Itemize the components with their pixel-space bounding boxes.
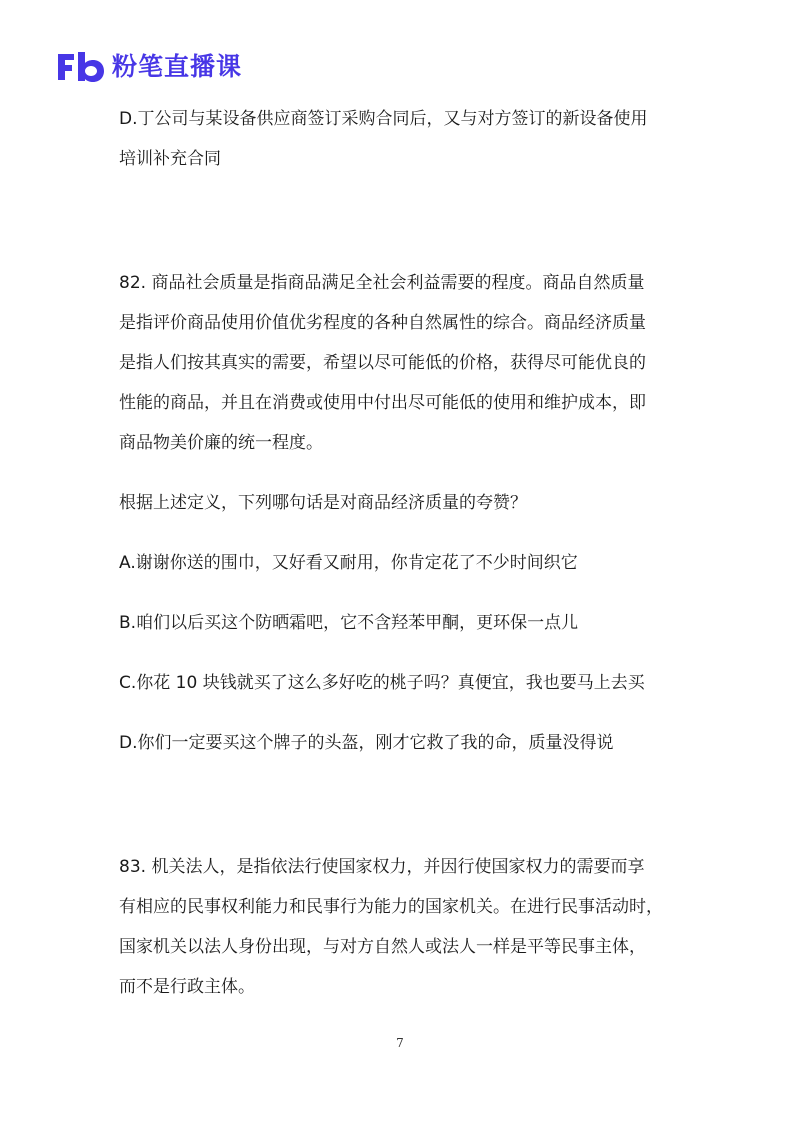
paragraph-gap	[119, 463, 709, 483]
q83-stem-line-2: 有相应的民事权利能力和民事行为能力的国家机关。在进行民事活动时，	[119, 897, 663, 917]
q83-stem-line-1: 83. 机关法人，是指依法行使国家权力，并因行使国家权力的需要而享	[119, 857, 645, 877]
paragraph-gap	[119, 703, 709, 723]
paragraph-gap	[119, 583, 709, 603]
page-number: 7	[396, 1036, 404, 1050]
question-81-tail	[119, 99, 709, 179]
q82-option-d: D.你们一定要买这个牌子的头盔，刚才它救了我的命，质量没得说	[119, 733, 614, 753]
paragraph-gap	[119, 643, 709, 663]
q82-stem-line-4: 性能的商品，并且在消费或使用中付出尽可能低的使用和维护成本，即	[119, 393, 646, 413]
q82-stem-line-3: 是指人们按其真实的需要，希望以尽可能低的价格，获得尽可能优良的	[119, 353, 646, 373]
q82-stem-line-2: 是指评价商品使用价值优劣程度的各种自然属性的综合。商品经济质量	[119, 313, 646, 333]
section-gap	[119, 763, 709, 847]
q82-option-c: C.你花 10 块钱就买了这么多好吃的桃子吗？真便宜，我也要马上去买	[119, 673, 645, 693]
question-83	[119, 847, 709, 1007]
page-header	[56, 50, 242, 84]
section-gap	[119, 179, 709, 263]
q83-stem-line-3: 国家机关以法人身份出现，与对方自然人或法人一样是平等民事主体，	[119, 937, 646, 957]
q82-option-a: A.谢谢你送的围巾，又好看又耐用，你肯定花了不少时间织它	[119, 553, 578, 573]
q82-question: 根据上述定义，下列哪句话是对商品经济质量的夸赞？	[119, 493, 527, 513]
fb-logo-icon	[56, 50, 108, 84]
paragraph-gap	[119, 523, 709, 543]
logo-text: 粉笔直播课	[112, 52, 243, 81]
q81-option-d-line-2: 培训补充合同	[119, 149, 221, 169]
q83-stem-line-4: 而不是行政主体。	[119, 977, 255, 997]
q82-option-b: B.咱们以后买这个防晒霜吧，它不含羟苯甲酮，更环保一点儿	[119, 613, 579, 633]
q82-stem-line-1: 82. 商品社会质量是指商品满足全社会利益需要的程度。商品自然质量	[119, 273, 645, 293]
question-82	[119, 263, 709, 763]
q82-stem-line-5: 商品物美价廉的统一程度。	[119, 433, 323, 453]
document-body	[119, 99, 709, 1007]
q81-option-d-line-1: D.丁公司与某设备供应商签订采购合同后，又与对方签订的新设备使用	[119, 109, 648, 129]
